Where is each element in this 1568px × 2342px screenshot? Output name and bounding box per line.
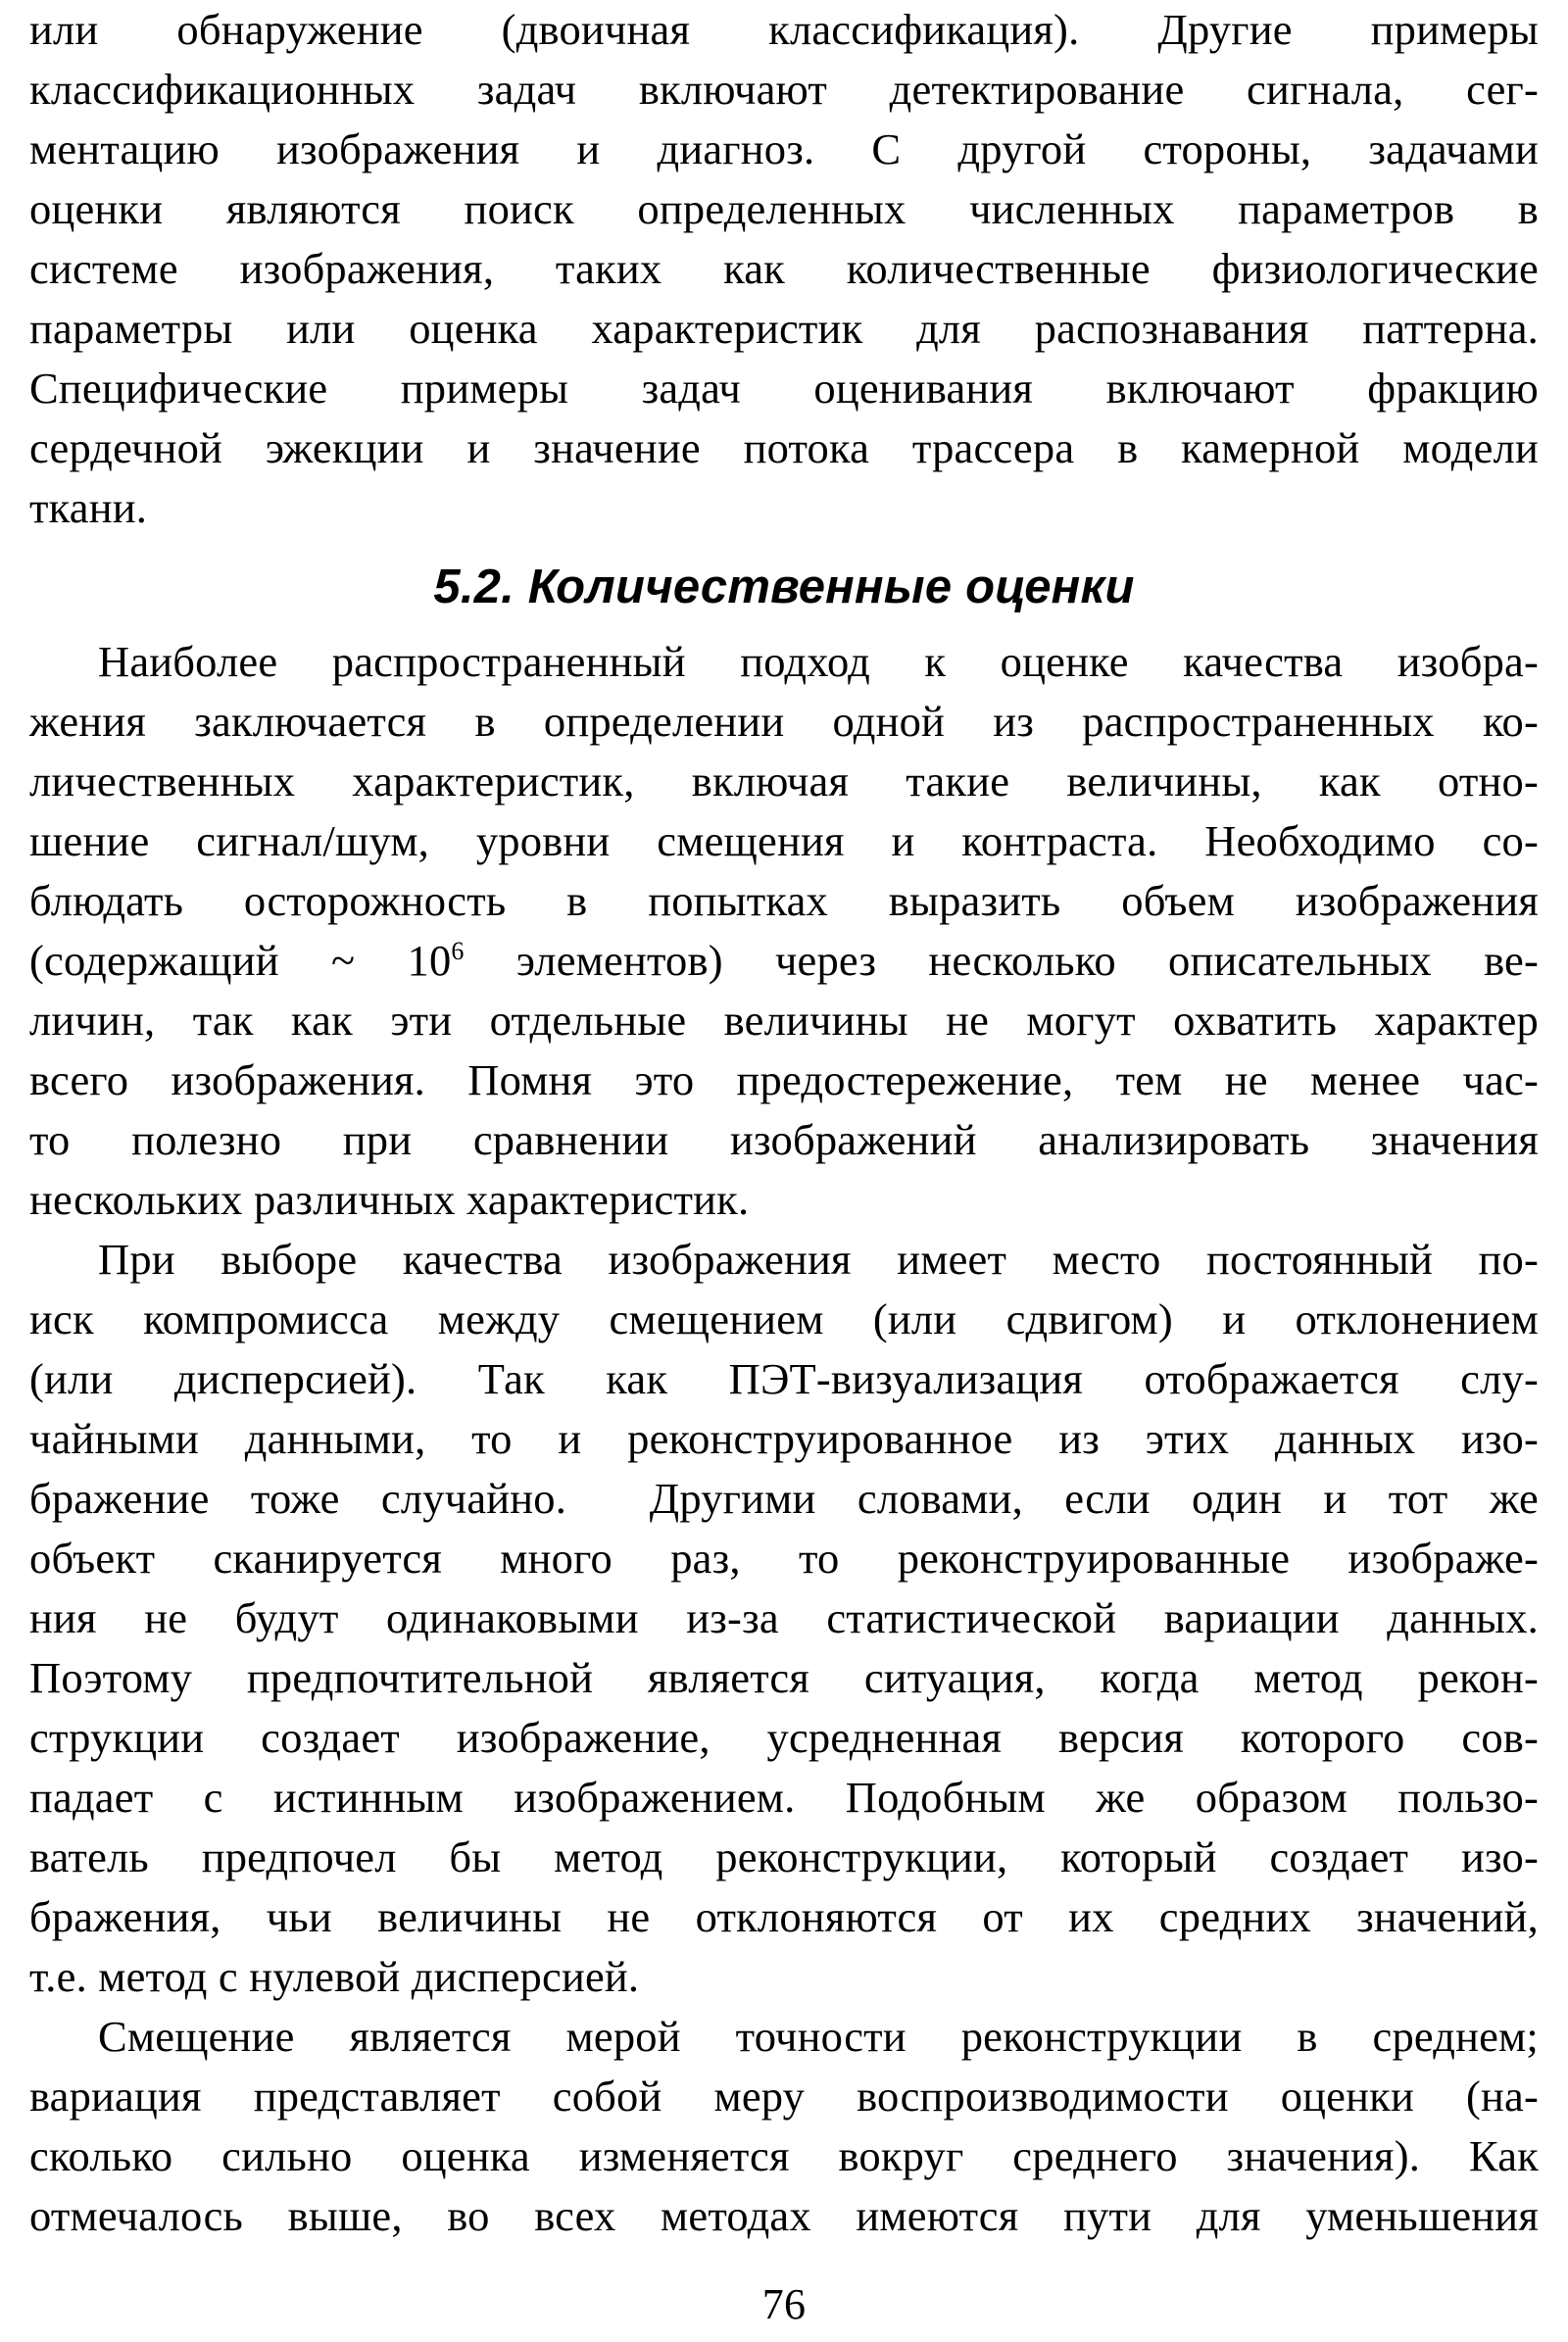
text-line: бражение тоже случайно. Другими словами, если один и тот же — [29, 1474, 1539, 1523]
text-line: ментацию изображения и диагноз. С другой стороны, задачами — [29, 124, 1539, 173]
text-line: Наиболее распространенный подход к оценке качества изобра- — [98, 637, 1539, 686]
paragraph-3 — [29, 2007, 1539, 2246]
text-line: т.е. метод с нулевой дисперсией. — [29, 1952, 640, 2001]
text-line: падает с истинным изображением. Подобным же образом пользо- — [29, 1773, 1539, 1822]
text-line: вариация представляет собой меру воспроизводимости оценки (на- — [29, 2072, 1539, 2121]
text-line: иск компромисса между смещением (или сдвигом) и отклонением — [29, 1294, 1539, 1343]
text-line: системе изображения, таких как количественные физиологические — [29, 244, 1539, 293]
document-page — [29, 0, 1539, 2342]
text-line: ватель предпочел бы метод реконструкции, который создает изо- — [29, 1832, 1539, 1881]
paragraph-2 — [29, 1230, 1539, 2007]
text-line: нескольких различных характеристик. — [29, 1175, 750, 1224]
text-line: жения заключается в определении одной из распространенных ко- — [29, 697, 1539, 746]
text-line: оценки являются поиск определенных численных параметров в — [29, 184, 1539, 233]
page-number: 76 — [761, 2280, 807, 2328]
text-line: блюдать осторожность в попытках выразить объем изображения — [29, 876, 1539, 925]
text-line: шение сигнал/шум, уровни смещения и контраста. Необходимо со- — [29, 816, 1539, 865]
text-line: личественных характеристик, включая такие величины, как отно- — [29, 756, 1539, 805]
text-line: ния не будут одинаковыми из-за статистической вариации данных. — [29, 1593, 1539, 1642]
text-line: объект сканируется много раз, то реконструированные изображе- — [29, 1534, 1539, 1583]
text-line: отмечалось выше, во всех методах имеются пути для уменьшения — [29, 2191, 1539, 2240]
text-line — [29, 931, 1539, 991]
text-line: бражения, чьи величины не отклоняются от их средних значений, — [29, 1892, 1539, 1941]
paragraph-1 — [29, 632, 1539, 1230]
text-line: параметры или оценка характеристик для распознавания паттерна. — [29, 304, 1539, 353]
text-fragment: элементов) через несколько описательных ве- — [464, 936, 1539, 985]
section-heading: 5.2. Количественные оценки — [433, 561, 1135, 613]
text-line: классификационных задач включают детектирование сигнала, сег- — [29, 65, 1539, 114]
text-line: ткани. — [29, 483, 148, 532]
top-paragraph — [29, 0, 1539, 538]
text-fragment: (содержащий ~ 10 — [29, 936, 452, 985]
text-line: Поэтому предпочтительной является ситуация, когда метод рекон- — [29, 1653, 1539, 1702]
text-line: сердечной эжекции и значение потока трассера в камерной модели — [29, 423, 1539, 472]
superscript-exponent: 6 — [451, 937, 465, 966]
text-line: то полезно при сравнении изображений анализировать значения — [29, 1115, 1539, 1164]
text-line: сколько сильно оценка изменяется вокруг среднего значения). Как — [29, 2131, 1539, 2180]
text-line: Специфические примеры задач оценивания включают фракцию — [29, 364, 1539, 413]
text-line: или обнаружение (двоичная классификация). Другие примеры — [29, 5, 1539, 54]
text-line: личин, так как эти отдельные величины не могут охватить характер — [29, 996, 1539, 1045]
text-line: При выборе качества изображения имеет место постоянный по- — [98, 1235, 1539, 1284]
text-line: Смещение является мерой точности реконструкции в среднем; — [98, 2012, 1539, 2061]
text-line: чайными данными, то и реконструированное из этих данных изо- — [29, 1414, 1539, 1463]
text-line: всего изображения. Помня это предостережение, тем не менее час- — [29, 1055, 1539, 1104]
text-line: струкции создает изображение, усредненная версия которого сов- — [29, 1713, 1539, 1762]
text-line: (или дисперсией). Так как ПЭТ-визуализация отображается слу- — [29, 1354, 1539, 1403]
